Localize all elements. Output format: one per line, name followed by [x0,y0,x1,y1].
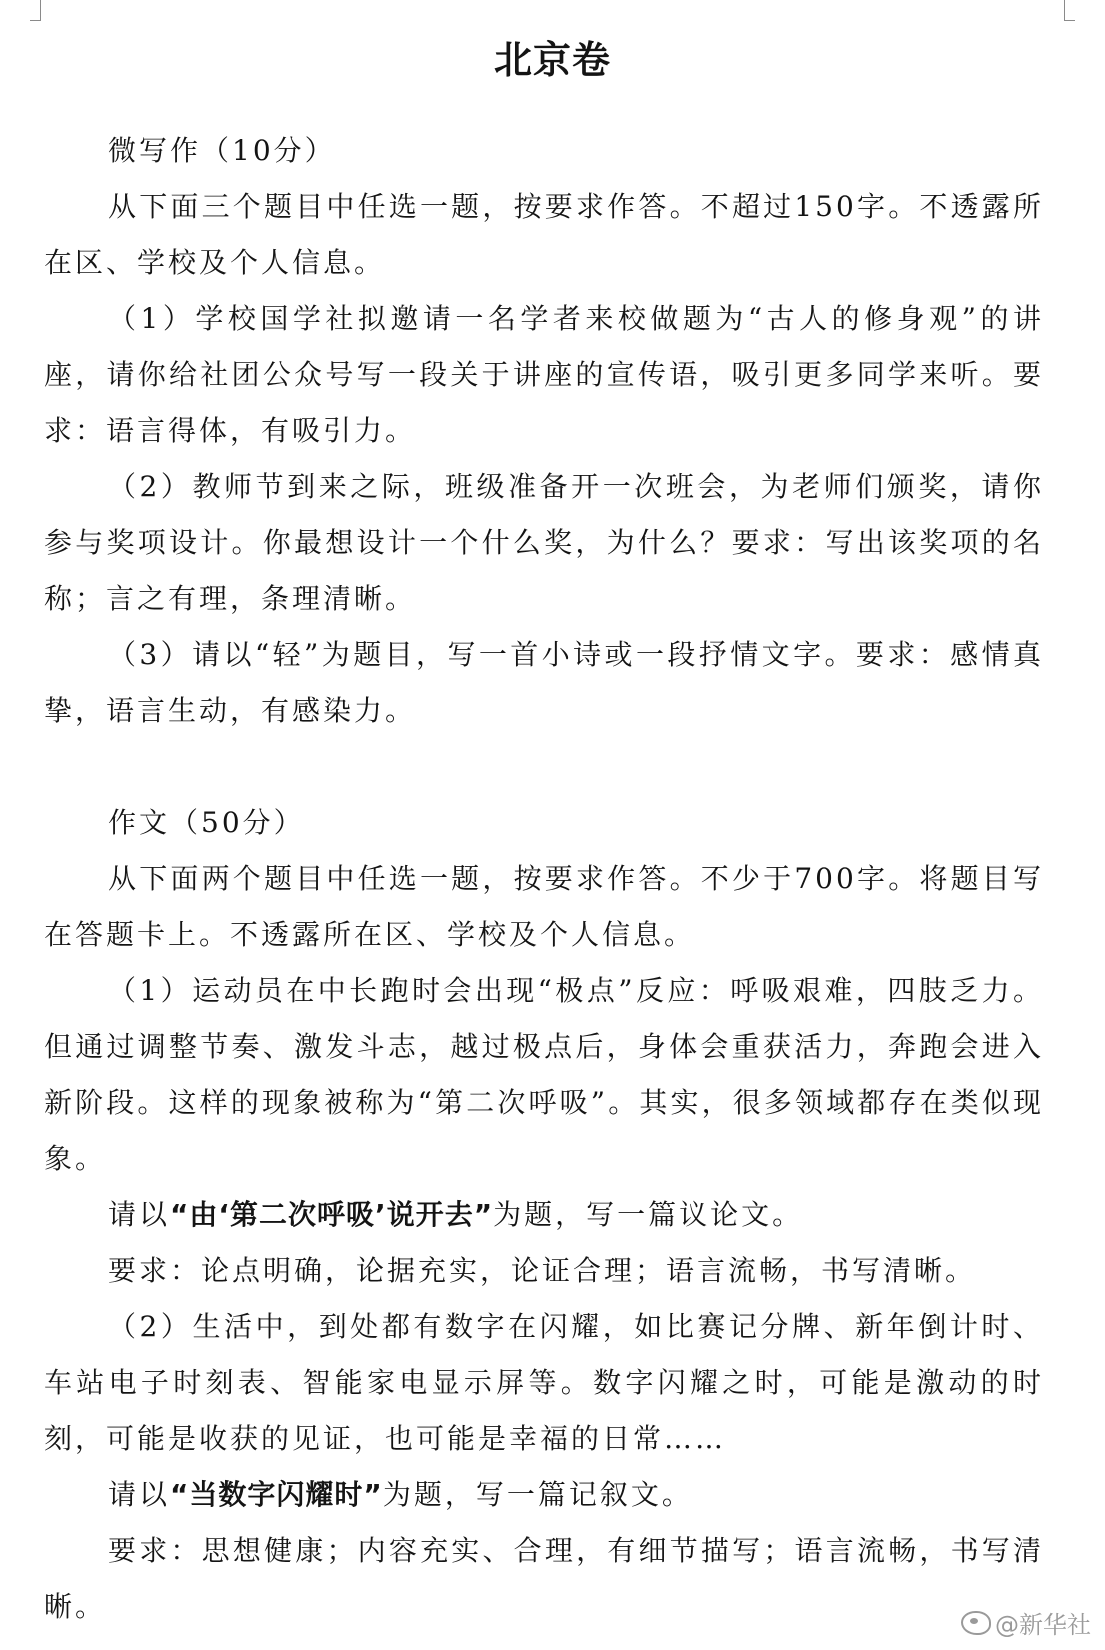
prompt-suffix: 为题，写一篇记叙文。 [382,1478,693,1511]
essay-topic-2-requirement: 要求：思想健康；内容充实、合理，有细节描写；语言流畅，书写清晰。 [44,1534,1044,1623]
document-body [44,123,1044,1635]
micro-writing-item-1: （1）学校国学社拟邀请一名学者来校做题为“古人的修身观”的讲座，请你给社团公众号写一段关于讲座的宣传语，吸引更多同学来听。要求：语言得体，有吸引力。 [44,302,1044,447]
essay-topic-1-text: （1）运动员在中长跑时会出现“极点”反应：呼吸艰难，四肢乏力。但通过调整节奏、激发斗志，越过极点后，身体会重获活力，奔跑会进入新阶段。这样的现象被称为“第二次呼吸”。其实，很多领域都存在类似现象。 [44,974,1044,1175]
weibo-icon [961,1611,991,1635]
crop-mark-left [30,0,41,21]
essay-title-1: “由‘第二次呼吸’说开去” [170,1198,494,1231]
section-spacer [44,739,1044,795]
prompt-prefix: 请以 [108,1198,171,1231]
page-title: 北京卷 [493,38,611,82]
essay-heading: 作文（50分） [108,806,305,839]
micro-writing-item-3: （3）请以“轻”为题目，写一首小诗或一段抒情文字。要求：感情真挚，语言生动，有感染力。 [44,638,1044,727]
crop-mark-right [1064,0,1075,21]
essay-instruction: 从下面两个题目中任选一题，按要求作答。不少于700字。将题目写在答题卡上。不透露所在区、学校及个人信息。 [44,862,1044,951]
essay-topic-1-prompt [44,1187,1044,1243]
micro-writing-item-2: （2）教师节到来之际，班级准备开一次班会，为老师们颁奖，请你参与奖项设计。你最想设计一个什么奖，为什么？要求：写出该奖项的名称；言之有理，条理清晰。 [44,470,1044,615]
prompt-suffix: 为题，写一篇议论文。 [493,1198,804,1231]
micro-writing-heading: 微写作（10分） [108,134,336,167]
watermark-text: @新华社 [995,1611,1091,1639]
watermark [961,1605,1091,1640]
essay-topic-1-requirement: 要求：论点明确，论据充实，论证合理；语言流畅，书写清晰。 [108,1254,977,1287]
essay-title-2: “当数字闪耀时” [170,1478,383,1511]
essay-topic-2-prompt [44,1467,1044,1523]
prompt-prefix: 请以 [108,1478,171,1511]
essay-topic-2-text: （2）生活中，到处都有数字在闪耀，如比赛记分牌、新年倒计时、车站电子时刻表、智能家电显示屏等。数字闪耀之时，可能是激动的时刻，可能是收获的见证，也可能是幸福的日常…… [44,1310,1044,1455]
micro-writing-instruction: 从下面三个题目中任选一题，按要求作答。不超过150字。不透露所在区、学校及个人信息。 [44,190,1044,279]
